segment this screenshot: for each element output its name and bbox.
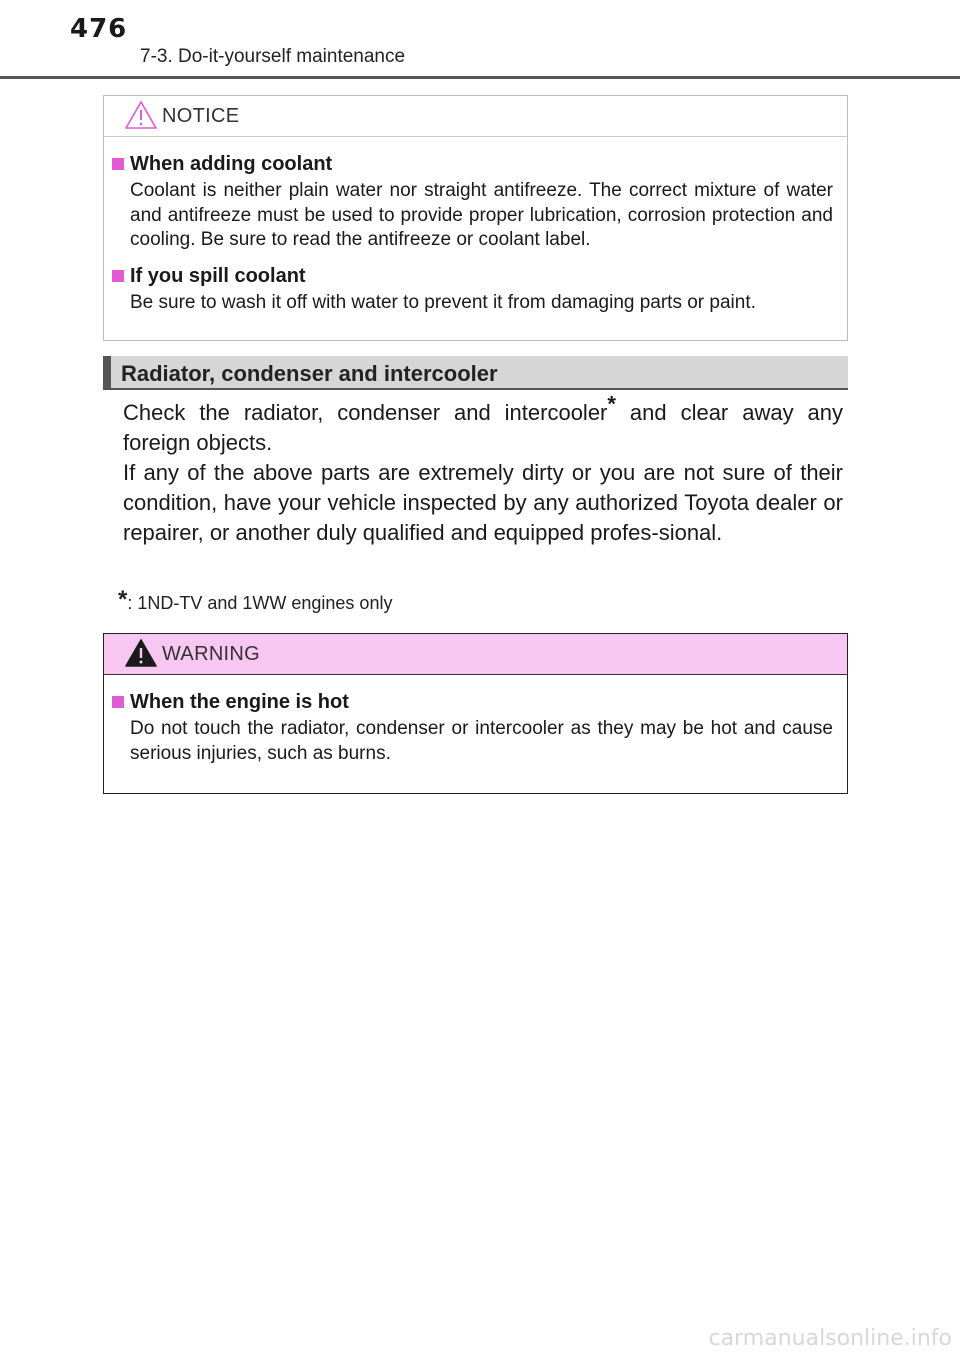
notice-label: NOTICE [162,105,240,127]
header-rule [0,76,960,79]
notice-body [104,137,847,315]
body-paragraph-1: Check the radiator, condenser and intercooler* and clear away any foreign objects. [123,391,844,455]
footnote-marker: * [607,391,616,417]
notice-item-text: Be sure to wash it off with water to prevent it from damaging parts or paint. [130,291,756,313]
warning-triangle-outline-icon [124,100,158,130]
footnote-mark: * [118,586,128,613]
square-bullet-icon [112,270,124,282]
page-header [0,0,960,80]
notice-header [104,96,847,137]
square-bullet-icon [112,696,124,708]
body-text [123,391,844,548]
footnote-text: : 1ND-TV and 1WW engines only [127,593,393,613]
page-number: 476 [70,14,128,44]
notice-item-title: If you spill coolant [130,264,306,287]
section-heading-bar [103,356,848,390]
warning-header [104,634,847,675]
warning-triangle-filled-icon [124,638,158,668]
notice-item-text: Coolant is neither plain water nor straight antifreeze. The correct mixture of water and antifreeze must be used to provide proper lubrication, corrosion protection and cooling. Be sure to read the antifreeze or coolant label. [130,180,833,250]
footnote [118,586,392,614]
square-bullet-icon [112,158,124,170]
notice-item-title: When adding coolant [130,153,333,175]
warning-label: WARNING [162,643,261,665]
section-title: 7-3. Do-it-yourself maintenance [140,46,406,67]
notice-item [112,263,833,316]
notice-box [103,95,848,341]
notice-item [112,151,833,253]
watermark: carmanualsonline.info [708,1326,952,1351]
warning-box [103,633,848,794]
section-heading: Radiator, condenser and intercooler [121,361,498,386]
heading-accent [103,356,111,388]
warning-item-text: Do not touch the radiator, condenser or intercooler as they may be hot and cause serious injuries, such as burns. [130,718,833,764]
body-paragraph-2: If any of the above parts are extremely dirty or you are not sure of their condition, have your vehicle inspected by any authorized Toyota dealer or repairer, or another duly qualified and equipped profes-sional. [123,460,843,545]
warning-item-title: When the engine is hot [130,691,349,713]
warning-item [112,689,833,766]
warning-body [104,675,847,766]
